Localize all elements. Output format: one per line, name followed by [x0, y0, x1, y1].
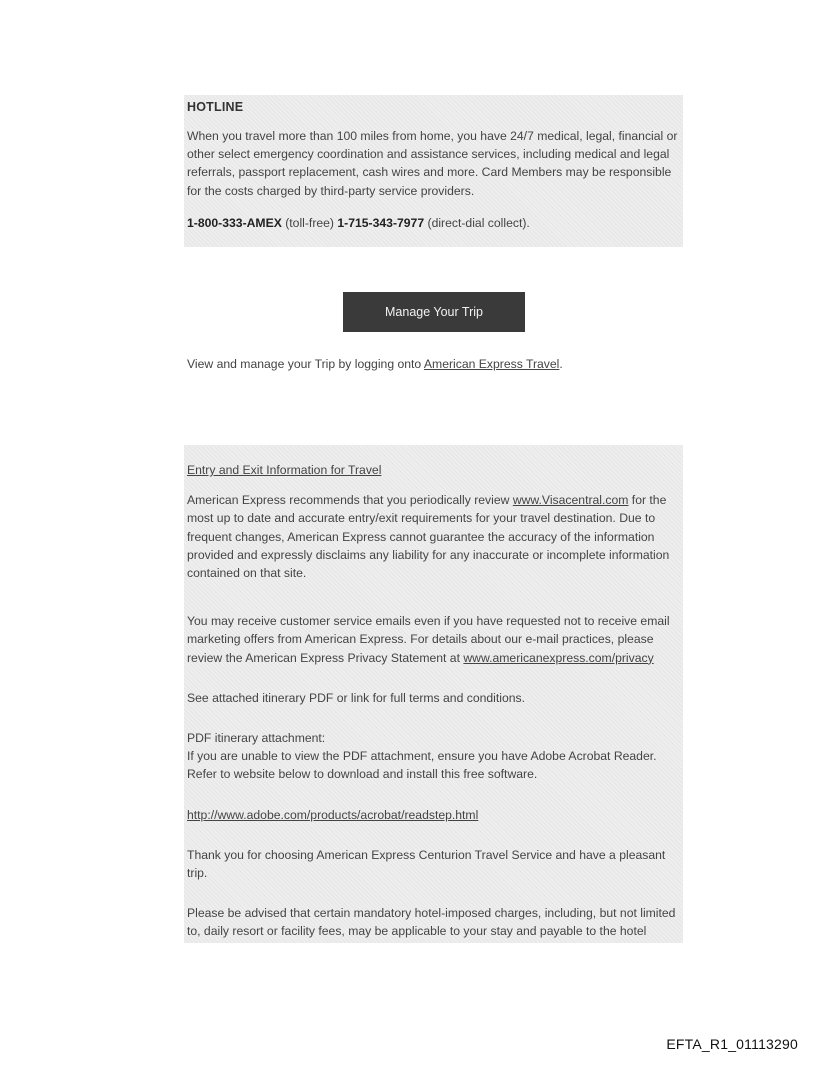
- email-paragraph: [187, 612, 680, 667]
- manage-trip-button[interactable]: Manage Your Trip: [343, 292, 525, 332]
- manage-trip-text-before: View and manage your Trip by logging onto: [187, 357, 424, 371]
- thanks-paragraph: Thank you for choosing American Express Centurion Travel Service and have a pleasant trip.: [187, 847, 666, 881]
- manage-trip-text-after: .: [559, 357, 563, 371]
- hotline-phone-tollfree-note: (toll-free): [281, 215, 338, 230]
- terms-section: [184, 445, 683, 943]
- adobe-link[interactable]: http://www.adobe.com/products/acrobat/readstep.html: [187, 807, 479, 822]
- hotline-body: When you travel more than 100 miles from home, you have 24/7 medical, legal, financial or other select emergency coordination and assistance services, including medical and legal referrals, passport replacement, cash wires and more. Card Members may be responsible for the costs charged by third-party service providers.: [187, 129, 678, 198]
- hotline-heading: HOTLINE: [187, 100, 244, 114]
- manage-trip-text: [187, 357, 707, 371]
- entry-exit-heading: [187, 461, 680, 479]
- hotline-phone-collect-note: (direct-dial collect).: [424, 215, 530, 230]
- amex-travel-link[interactable]: American Express Travel: [423, 357, 560, 371]
- hotline-phone-collect: 1-715-343-7977: [337, 215, 425, 230]
- visacentral-link[interactable]: www.Visacentral.com: [512, 493, 629, 508]
- advised-paragraph: Please be advised that certain mandatory hotel-imposed charges, including, but not limited to, daily resort or facility fees, may be applicable to your stay and payable to the hotel: [187, 906, 676, 939]
- pdf-heading: PDF itinerary attachment:: [187, 731, 326, 746]
- entry-exit-link[interactable]: Entry and Exit Information for Travel: [187, 463, 382, 477]
- hotline-section: [184, 95, 683, 247]
- document-id: EFTA_R1_01113290: [666, 1036, 798, 1052]
- attached-paragraph: See attached itinerary PDF or link for full terms and conditions.: [187, 690, 526, 705]
- entry-exit-paragraph: [187, 491, 680, 582]
- hotline-phone-tollfree: 1-800-333-AMEX: [187, 215, 282, 230]
- adobe-paragraph: [187, 806, 680, 824]
- hotline-phones: [187, 214, 680, 232]
- email-text: You may receive customer service emails even if you have requested not to receive email marketing offers from American Express. For details about our e-mail practices, please review the American Express Privacy Statement at: [187, 614, 670, 665]
- entry-exit-text-after: for the most up to date and accurate entry/exit requirements for your travel destination. Due to frequent changes, American Express cannot guarantee the accuracy of the information provided and expressly disclaims any liability for any inaccurate or incomplete information contained on that site.: [187, 493, 670, 581]
- pdf-paragraph: If you are unable to view the PDF attachment, ensure you have Adobe Acrobat Reader. Refer to website below to download and install this free software.: [187, 749, 657, 782]
- privacy-link[interactable]: www.americanexpress.com/privacy: [463, 650, 654, 665]
- entry-exit-text-before: American Express recommends that you periodically review: [187, 493, 513, 508]
